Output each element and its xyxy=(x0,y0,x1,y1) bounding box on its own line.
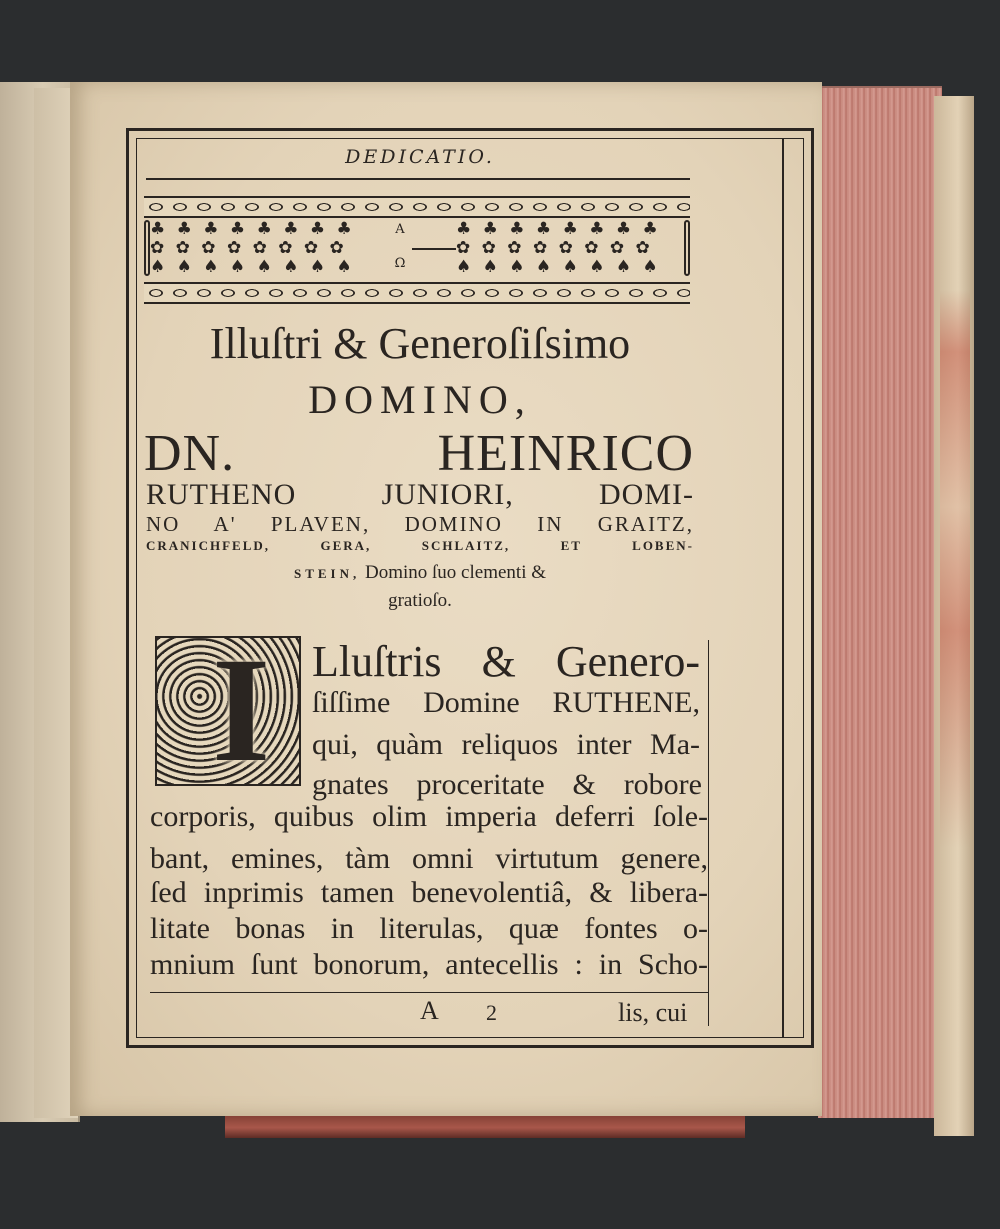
body-line-8: litate bonas in literulas, quæ fontes o- xyxy=(150,912,708,945)
flower-row: ✿ ✿ ✿ ✿ ✿ ✿ ✿ ✿ xyxy=(456,238,653,258)
dedication-line-5: NO A' PLAVEN, DOMINO IN GRAITZ, xyxy=(146,512,694,536)
red-fore-edge xyxy=(818,86,942,1118)
flower-row: ✿ ✿ ✿ ✿ ✿ ✿ ✿ ✿ xyxy=(150,238,347,258)
body-line-5: corporis, quibus olim imperia deferri ſole- xyxy=(150,800,708,833)
flower-block-right xyxy=(456,220,694,278)
dedication-line-7-rest: Domino ſuo clementi & xyxy=(365,562,547,583)
dedication-line-6: CRANICHFELD, GERA, SCHLAITZ, ET LOBEN- xyxy=(146,538,694,553)
dedication-line-7-spaced: STEIN, xyxy=(293,566,361,581)
flower-row: ♠ ♠ ♠ ♠ ♠ ♠ ♠ ♠ xyxy=(456,257,661,277)
omega-letter: Ω xyxy=(394,256,406,271)
page-number: 2 xyxy=(486,1000,497,1025)
margin-column-rule xyxy=(782,138,784,1038)
body-line-7: ſed inprimis tamen benevolentiâ, & libera- xyxy=(150,876,708,909)
dedication-line-7 xyxy=(146,562,694,584)
body-line-6: bant, emines, tàm omni virtutum genere, xyxy=(150,842,708,875)
signature-mark: A xyxy=(420,996,439,1025)
body-line-2: ſiſſime Domine RUTHENE, xyxy=(312,686,700,719)
dedication-line-2: DOMINO, xyxy=(308,377,532,422)
body-line-9: mnium ſunt bonorum, antecellis : in Scho- xyxy=(150,948,708,981)
body-line-1: Lluſtris & Genero- xyxy=(312,637,700,686)
cover-stain xyxy=(940,290,970,910)
running-head: DEDICATIO. xyxy=(345,146,495,168)
dedication-line-4: RUTHENO JUNIORI, DOMI- xyxy=(146,478,694,511)
ornament-band-bottom xyxy=(144,282,690,304)
flower-row: ♣ ♣ ♣ ♣ ♣ ♣ ♣ ♣ xyxy=(150,220,355,239)
body-line-3: qui, quàm reliquos inter Ma- xyxy=(312,728,700,761)
head-rule xyxy=(146,178,690,180)
flower-row: ♣ ♣ ♣ ♣ ♣ ♣ ♣ ♣ xyxy=(456,220,661,239)
headpiece-ornament xyxy=(144,196,690,304)
flower-block-left xyxy=(150,220,388,278)
ornament-cap-right xyxy=(684,220,690,276)
text-column-rule xyxy=(708,640,709,1026)
decorated-initial-letter: I xyxy=(212,627,271,793)
ornament-middle xyxy=(144,220,690,278)
ornament-center-line xyxy=(412,248,456,250)
body-line-4: gnates proceritate & robore xyxy=(312,768,702,801)
alpha-letter: A xyxy=(395,222,405,237)
ornament-band-top xyxy=(144,196,690,218)
dedication-name: DN. HEINRICO xyxy=(144,425,694,482)
catchword: lis, cui xyxy=(618,998,688,1027)
flower-row: ♠ ♠ ♠ ♠ ♠ ♠ ♠ ♠ xyxy=(150,257,355,277)
dedication-line-1: Illuſtri & Generoſiſsimo xyxy=(209,319,631,368)
footer-rule xyxy=(150,992,708,993)
dedication-line-8: gratioſo. xyxy=(388,590,452,611)
